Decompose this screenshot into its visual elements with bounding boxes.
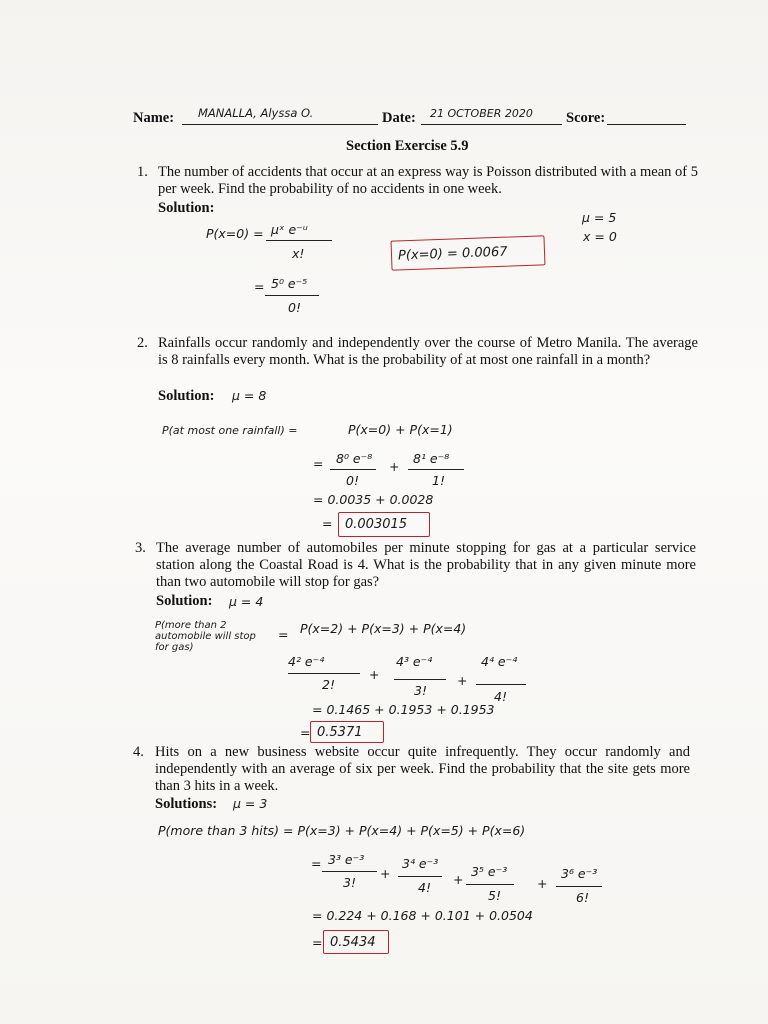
solution-label: Solutions: [155,796,218,812]
question-number: 1. [137,164,148,180]
date-value: 21 OCTOBER 2020 [430,107,533,120]
term3-numerator: 3⁵ e⁻³ [471,864,508,879]
fraction-bar [408,469,464,470]
name-underline [182,124,378,125]
term4-denominator: 6! [576,890,589,905]
term1-numerator: 8⁰ e⁻⁸ [336,451,373,466]
eq1-prefix: = [311,856,322,871]
plus-sign: + [369,667,380,682]
term2-denominator: 4! [418,880,431,895]
given-mu: μ = 5 [582,210,617,225]
eq3-prefix: = [312,935,323,950]
answer-box: P(x=0) = 0.0067 [391,235,546,270]
solution-label: Solution: [158,200,215,216]
given-mu: μ = 8 [232,388,267,403]
answer-box: 0.5371 [310,721,384,743]
term3-numerator: 4⁴ e⁻⁴ [481,654,518,669]
solution-label: Solution: [156,593,213,609]
subst-numerator: 5⁰ e⁻⁵ [271,276,308,291]
question-text: The average number of automobiles per minute stopping for gas at a particular service station along the Coastal Road is 4. What is the probability that in any given minute more than two automobile will stop for gas? [156,540,696,590]
question-text: Rainfalls occur randomly and independently over the course of Metro Manila. The average is 8 rainfalls every month. What is the probability of at most one rainfall in a month? [158,335,698,368]
plus-sign: + [380,866,391,881]
term1-denominator: 2! [322,677,335,692]
formula-lhs: P(x=0) = [206,226,264,241]
term2-numerator: 8¹ e⁻⁸ [413,451,450,466]
solution-label: Solution: [158,388,215,404]
subst-denominator: 0! [288,300,301,315]
fraction-bar [556,886,602,887]
given-x: x = 0 [583,229,617,244]
plus-sign: + [537,876,548,891]
fraction-bar [322,871,377,872]
term1-denominator: 0! [346,473,359,488]
term3-denominator: 4! [494,689,507,704]
name-label: Name: [133,110,175,126]
fraction-bar [265,295,319,296]
date-underline [421,124,562,125]
term4-numerator: 3⁶ e⁻³ [561,866,598,881]
question-text: The number of accidents that occur at an express way is Poisson distributed with a mean of 5 per week. Find the probability of no accidents in one week. [158,164,698,197]
plus-sign: + [389,459,400,474]
plus-sign: + [457,673,468,688]
question-number: 4. [133,744,144,760]
eq-sign: = [278,627,289,642]
name-value: MANALLA, Alyssa O. [198,106,314,120]
term1-numerator: 3³ e⁻³ [328,852,365,867]
score-label: Score: [566,110,606,126]
eq2: = 0.1465 + 0.1953 + 0.1953 [312,702,495,717]
term2-numerator: 4³ e⁻⁴ [396,654,433,669]
answer-box: 0.003015 [338,512,430,537]
term2-denominator: 3! [414,683,427,698]
eq3-prefix: = [322,516,333,531]
formula-denominator: x! [292,246,305,261]
section-title: Section Exercise 5.9 [346,138,469,154]
score-underline [607,124,686,125]
fraction-bar [394,679,446,680]
fraction-bar [288,673,360,674]
fraction-bar [330,469,376,470]
given-mu: μ = 3 [233,796,268,811]
question-number: 3. [135,540,146,556]
prob-rhs: P(x=0) + P(x=1) [348,422,453,437]
plus-sign: + [453,872,464,887]
given-mu: μ = 4 [229,594,264,609]
term3-denominator: 5! [488,888,501,903]
term1-numerator: 4² e⁻⁴ [288,654,325,669]
prob-line: P(more than 3 hits) = P(x=3) + P(x=4) + P(x=5) + P(x=6) [158,823,526,838]
eq2: = 0.0035 + 0.0028 [313,492,434,507]
prob-lhs: P(at most one rainfall) = [162,424,298,437]
formula-numerator: μˣ e⁻ᵘ [271,222,308,237]
answer-box: 0.5434 [323,930,389,954]
prob-rhs: P(x=2) + P(x=3) + P(x=4) [300,621,467,636]
date-label: Date: [382,110,416,126]
fraction-bar [466,884,514,885]
subst-prefix: = [254,279,265,294]
question-text: Hits on a new business website occur quite infrequently. They occur randomly and independently with an average of six per week. Find the probability that the site gets more than 3 hits in a week. [155,744,690,794]
term2-denominator: 1! [432,473,445,488]
fraction-bar [266,240,332,241]
term2-numerator: 3⁴ e⁻³ [402,856,439,871]
prob-lhs: P(more than 2 automobile will stop for gas) [155,620,256,653]
fraction-bar [398,876,442,877]
fraction-bar [476,684,526,685]
eq2: = 0.224 + 0.168 + 0.101 + 0.0504 [312,908,533,923]
eq3-prefix: = [300,725,311,740]
eq1-prefix: = [313,456,324,471]
question-number: 2. [137,335,148,351]
term1-denominator: 3! [343,875,356,890]
